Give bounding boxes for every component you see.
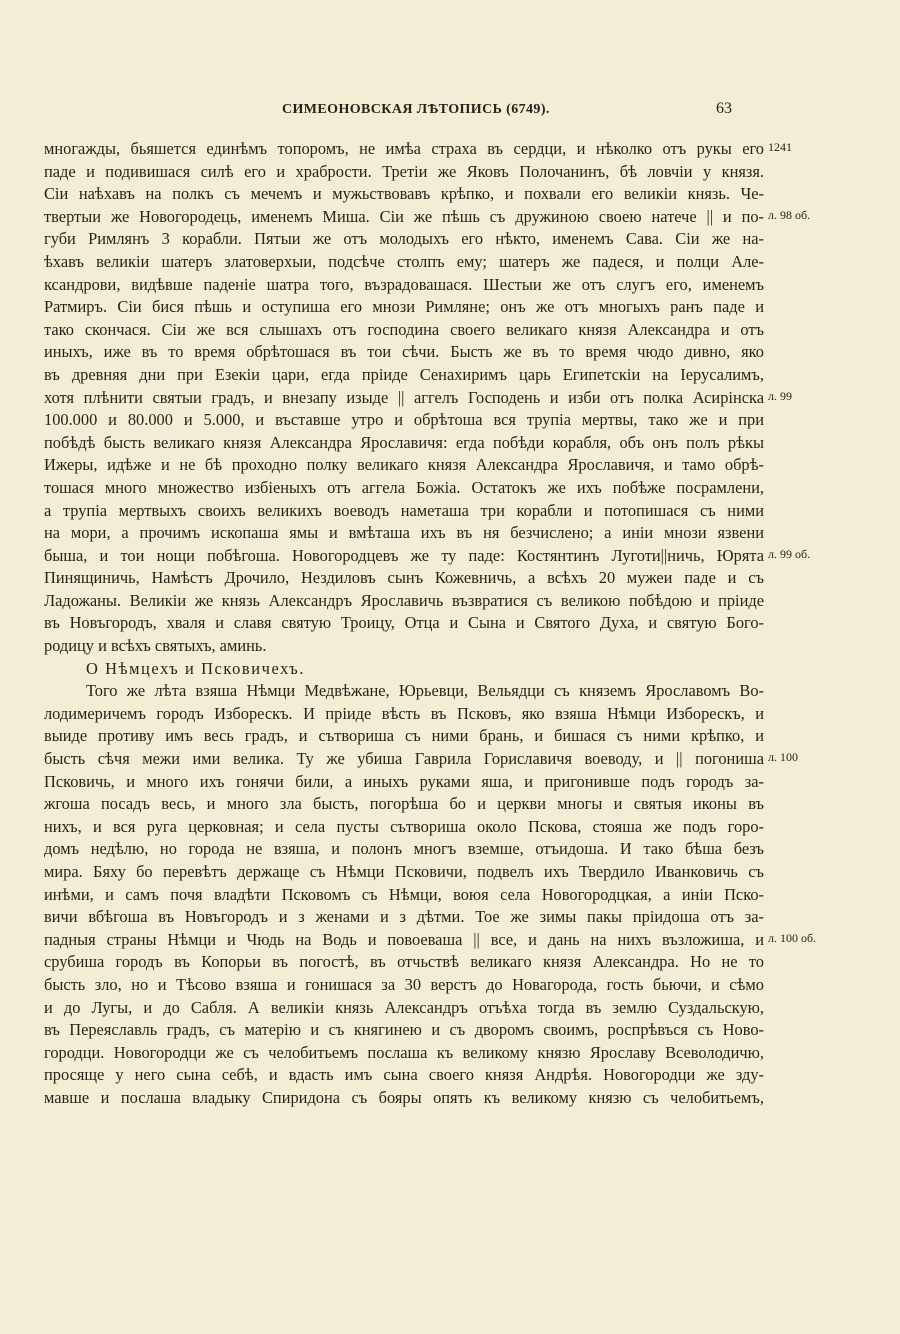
margin-note: 1241 <box>768 140 792 154</box>
text-line: 100.000 и 80.000 и 5.000, и въставше утро и обрѣтоша вся трупіа мертвы, тако же и при <box>44 410 764 430</box>
text-line: родицу и всѣхъ святыхъ, аминь. <box>44 636 267 656</box>
text-line: побѣдѣ бысть великаго князя Александра Ярославичя: егда побѣди корабля, объ онъ полъ рѣкы <box>44 432 764 452</box>
text-line: твертыи же Новогородець, именемъ Миша. Сіи же пѣшь съ дружиною своею натече || и по- <box>44 206 764 226</box>
text-line: инѣми, и самъ почя владѣти Псковомъ съ Нѣмци, воюя села Новогородцкая, а иніи Пско- <box>44 884 764 904</box>
text-line: бысть зло, но и Тѣсово взяша и гонишася за 30 верстъ до Новагорода, гость бьючи, и сѣмо <box>44 974 764 994</box>
text-line: лодимеричемъ городъ Изборескъ. И пріиде вѣсть въ Псковъ, яко взяша Нѣмци Изборескъ, и <box>44 703 764 723</box>
text-line: нихъ, и вся руга церковная; и села пусты сътвориша около Пскова, стояша же подъ горо- <box>44 816 764 836</box>
text-line: быша, и тои нощи побѣгоша. Новогородцевъ же ту паде: Костянтинъ Луготи||ничь, Юрята <box>44 545 764 565</box>
text-line: на мори, а прочимъ ископаша ямы и вмѣташа ихъ въ ня безчислено; а иніи мнози язвени <box>44 523 764 543</box>
text-line: Псковичь, и много ихъ гонячи били, а иныхъ руками яша, и пригонивше подъ городъ за- <box>44 771 764 791</box>
margin-note: л. 98 об. <box>768 207 811 222</box>
page-header <box>0 100 900 130</box>
text-line: хотя плѣнити святыи градъ, и внезапу изыде || аггелъ Господень и изби отъ полка Асирінска <box>44 387 764 407</box>
text-line: ксандрови, видѣвше паденіе шатра того, възрадовашася. Шестыи же отъ слугъ его, именемъ <box>44 274 764 294</box>
text-line: выиде противу имъ весь градъ, и сътвориша съ ними брань, и бишася съ ними крѣпко, и <box>44 726 764 746</box>
text-line: въ древняя дни при Езекіи цари, егда пріиде Сенахиримъ царь Египетскіи на Іерусалимъ, <box>44 364 764 384</box>
text-line: Ижеры, идѣже и не бѣ проходно полку великаго князя Александра Ярославичя, и тамо обрѣ- <box>44 455 764 475</box>
section-heading: О Нѣмцехъ и Псковичехъ. <box>86 658 306 678</box>
text-line: а трупіа мертвыхъ своихъ великихъ воеводъ наметаша три корабли и потопишася съ ними <box>44 500 764 520</box>
text-line: мира. Бяху бо перевѣтъ держаще съ Нѣмци Псковичи, подвелъ ихъ Твердило Иванковичь съ <box>44 862 764 881</box>
text-line: Ладожаны. Великіи же князь Александръ Ярославичь възвратися съ великою побѣдою и пріиде <box>44 590 764 610</box>
text-line: городци. Новогородци же съ челобитьемъ послаша къ великому князю Ярославу Всеволодичю, <box>44 1042 764 1062</box>
text-line: падныя страны Нѣмци и Чюдь на Водь и повоеваша || все, и дань на нихъ възложиша, и <box>44 929 764 949</box>
text-line: вичи вбѣгоша въ Новъгородъ и з женами и з дѣтми. Тое же зимы пакы пріидоша отъ за- <box>44 907 764 927</box>
text-line: паде и подивишася силѣ его и храбрости. Третіи же Яковъ Полочанинъ, бѣ ловчіи у князя. <box>44 161 764 181</box>
text-line: губи Римлянъ 3 корабли. Пятыи же отъ молодыхъ его нѣкто, именемъ Сава. Сіи же на- <box>44 229 764 249</box>
text-line: Пинящиничь, Намѣстъ Дрочило, Нездиловъ сынъ Кожевничь, а всѣхъ 20 мужеи паде и съ <box>44 568 764 588</box>
text-line: Того же лѣта взяша Нѣмци Медвѣжане, Юрьевци, Вельядци съ княземъ Ярославомъ Во- <box>86 681 764 701</box>
margin-note: л. 100 <box>768 750 798 765</box>
text-line: бысть сѣчя межи ими велика. Ту же убиша Гаврила Гориславичя воеводу, и || погониша <box>44 749 764 769</box>
margin-note: л. 99 <box>768 388 792 403</box>
text-line: въ Переяславль градъ, съ матерію и съ княгинею и съ дворомъ своимъ, роспрѣвъся съ Ново- <box>44 1020 764 1040</box>
text-line: домъ недѣлю, но города не взяша, и полонъ многъ вземше, отъидоша. И тако бѣша безъ <box>44 839 764 859</box>
text-line: въ Новъгородъ, хваля и славя святую Троицу, Отца и Сына и Святого Духа, и святую Бого- <box>44 613 764 633</box>
text-line: срубиша городъ въ Копорьи въ погостѣ, въ отчьствѣ великаго князя Александра. Но не то <box>44 952 764 972</box>
text-line: иныхъ, иже въ то время обрѣтошася въ тои сѣчи. Бысть же въ то время чюдо дивно, яко <box>44 342 764 362</box>
text-line: тако скончася. Сіи же вся слышахъ отъ господина своего великаго князя Александра и отъ <box>44 319 764 339</box>
text-line: жгоша посадъ весь, и много зла бысть, погорѣша бо и церкви многы и святыя иконы въ <box>44 794 764 814</box>
text-line: ѣхавъ великіи шатеръ златоверхыи, подсѣче столпъ ему; шатеръ же падеся, и полци Але- <box>44 251 764 271</box>
text-line: многажды, бьяшется единѣмъ топоромъ, не имѣа страха въ сердци, и нѣколко отъ рукы его <box>44 139 764 158</box>
page-number: 63 <box>716 100 732 117</box>
text-line: просяще у него сына себѣ, и вдасть имъ сына своего князя Андрѣя. Новогородци же зду- <box>44 1065 764 1085</box>
margin-note: л. 100 об. <box>768 931 817 945</box>
text-line: Сіи наѣхавъ на полкъ съ мечемъ и мужьствовавъ крѣпко, и похвали его великіи князь. Че- <box>44 184 764 204</box>
body-text <box>44 138 817 1110</box>
running-title: СИМЕОНОВСКАЯ ЛѢТОПИСЬ (6749). <box>282 102 550 117</box>
text-line: и до Лугы, и до Сабля. А великіи князь Александръ отъѣха тогда въ землю Суздальскую, <box>44 997 764 1017</box>
text-line: тошася много множество избіеныхъ отъ аггела Божіа. Остатокъ же ихъ побѣже посрамлени, <box>44 477 764 497</box>
margin-note: л. 99 об. <box>768 546 811 561</box>
text-line: Ратмиръ. Сіи бися пѣшь и оступиша его мнози Римляне; онъ же отъ многыхъ ранъ паде и <box>44 297 764 317</box>
text-line: мавше и послаша владыку Спиридона съ бояры опять къ великому князю съ челобитьемъ, <box>44 1087 764 1107</box>
